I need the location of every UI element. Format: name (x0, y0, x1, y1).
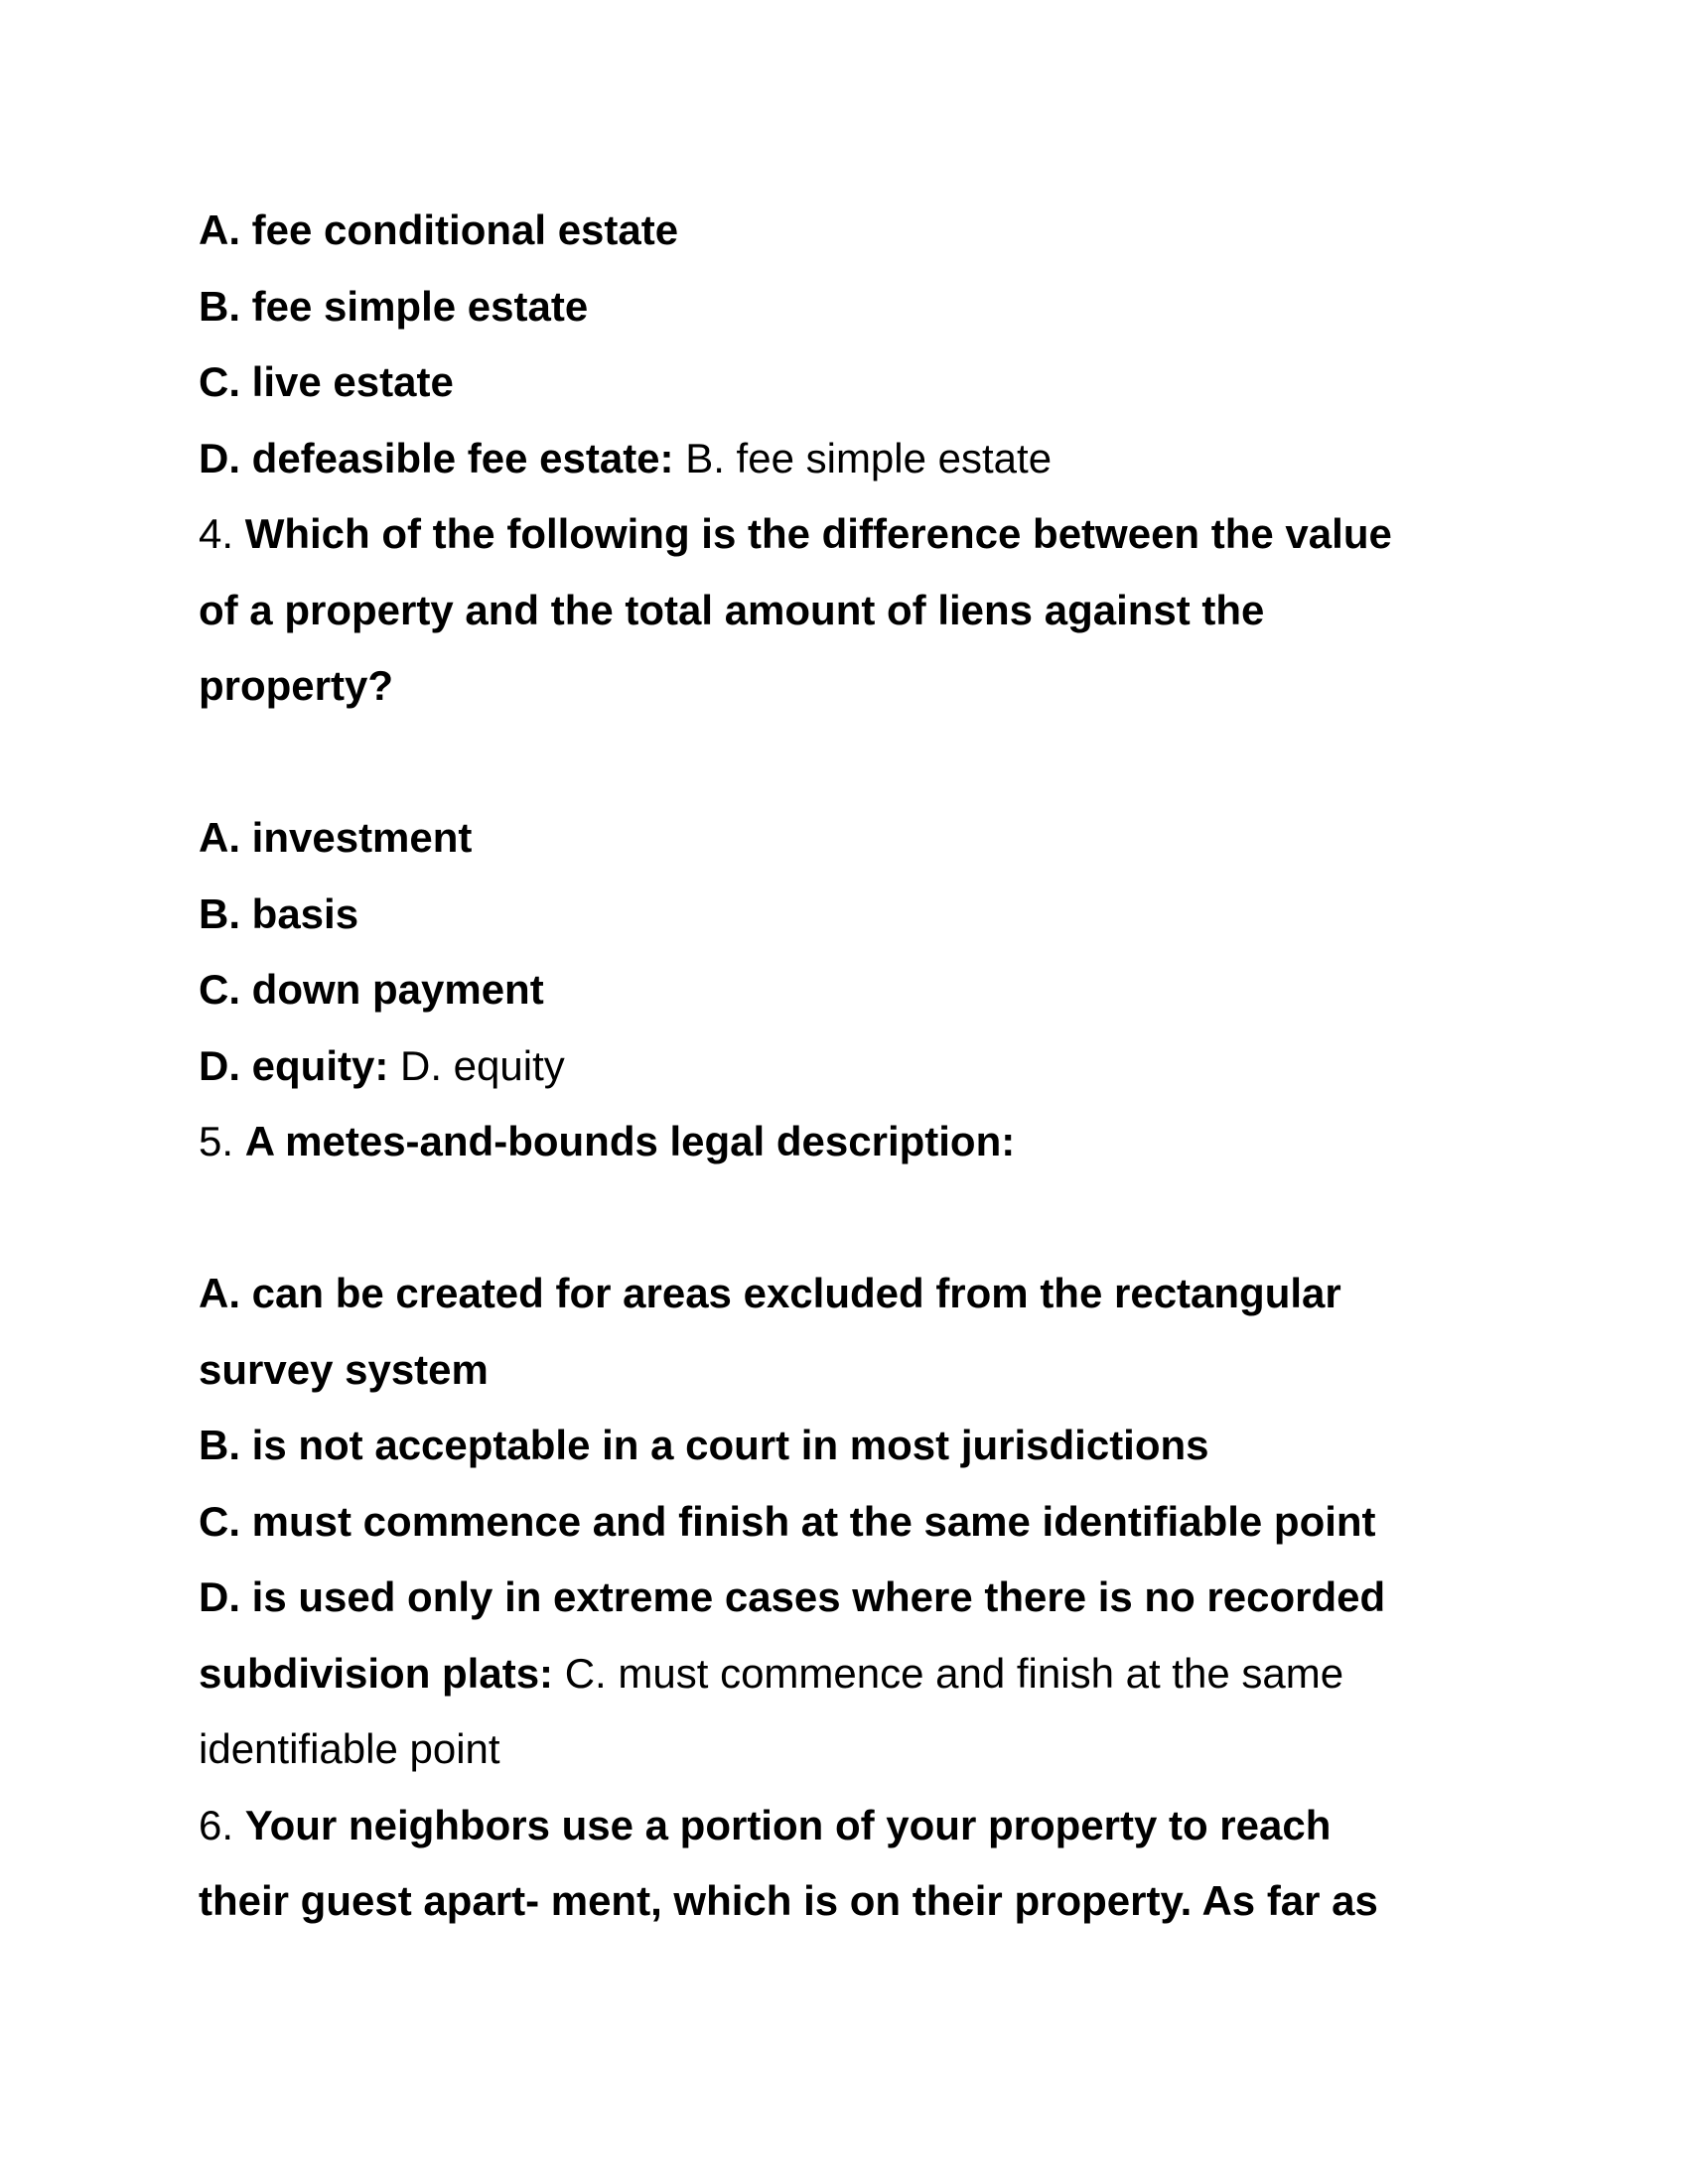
q5-number: 5. (199, 1118, 234, 1164)
q4-question-line-1 (199, 496, 1509, 573)
q4-question-line-3: property? (199, 662, 394, 709)
q6-question-text-1: Your neighbors use a portion of your property to reach (244, 1801, 1332, 1848)
q6-question-line-2: their guest apart- ment, which is on their property. As far as (199, 1877, 1378, 1924)
q4-option-d-line (199, 1028, 1509, 1105)
q4-answer: D. equity (400, 1041, 565, 1089)
q5-option-a-line-2: survey system (199, 1345, 489, 1393)
q4-option-a: A. investment (199, 814, 473, 861)
q5-option-d-end: subdivision plats: (199, 1649, 554, 1697)
q6-question-line-1 (199, 1788, 1509, 1864)
spacer (199, 725, 1509, 801)
q4-option-d: D. equity: (199, 1041, 389, 1089)
document-page (199, 193, 1509, 1940)
q3-option-c: C. live estate (199, 358, 454, 405)
q5-option-d-line-1: D. is used only in extreme cases where there is no recorded (199, 1573, 1386, 1620)
q5-answer-part-2: identifiable point (199, 1725, 500, 1772)
q5-option-d-line-2 (199, 1636, 1509, 1712)
q5-answer-part-1: C. must commence and finish at the same (564, 1649, 1344, 1697)
q4-number: 4. (199, 510, 234, 557)
q4-option-b: B. basis (199, 889, 359, 937)
q5-question-line (199, 1104, 1509, 1180)
q6-number: 6. (199, 1801, 234, 1848)
q3-option-d: D. defeasible fee estate: (199, 434, 674, 481)
q3-option-b: B. fee simple estate (199, 282, 589, 330)
q3-option-d-line (199, 421, 1509, 497)
q4-option-c: C. down payment (199, 966, 544, 1013)
spacer (199, 1180, 1509, 1257)
q3-answer: B. fee simple estate (685, 434, 1053, 481)
q3-option-a: A. fee conditional estate (199, 206, 679, 253)
q5-option-a-line-1: A. can be created for areas excluded from the rectangular (199, 1270, 1341, 1316)
q5-option-b: B. is not acceptable in a court in most jurisdictions (199, 1422, 1209, 1468)
q5-question-text: A metes-and-bounds legal description: (244, 1118, 1016, 1164)
q5-option-c: C. must commence and finish at the same identifiable point (199, 1497, 1376, 1545)
q4-question-line-2: of a property and the total amount of liens against the (199, 586, 1265, 633)
q4-question-text-1: Which of the following is the difference between the value (244, 510, 1392, 557)
